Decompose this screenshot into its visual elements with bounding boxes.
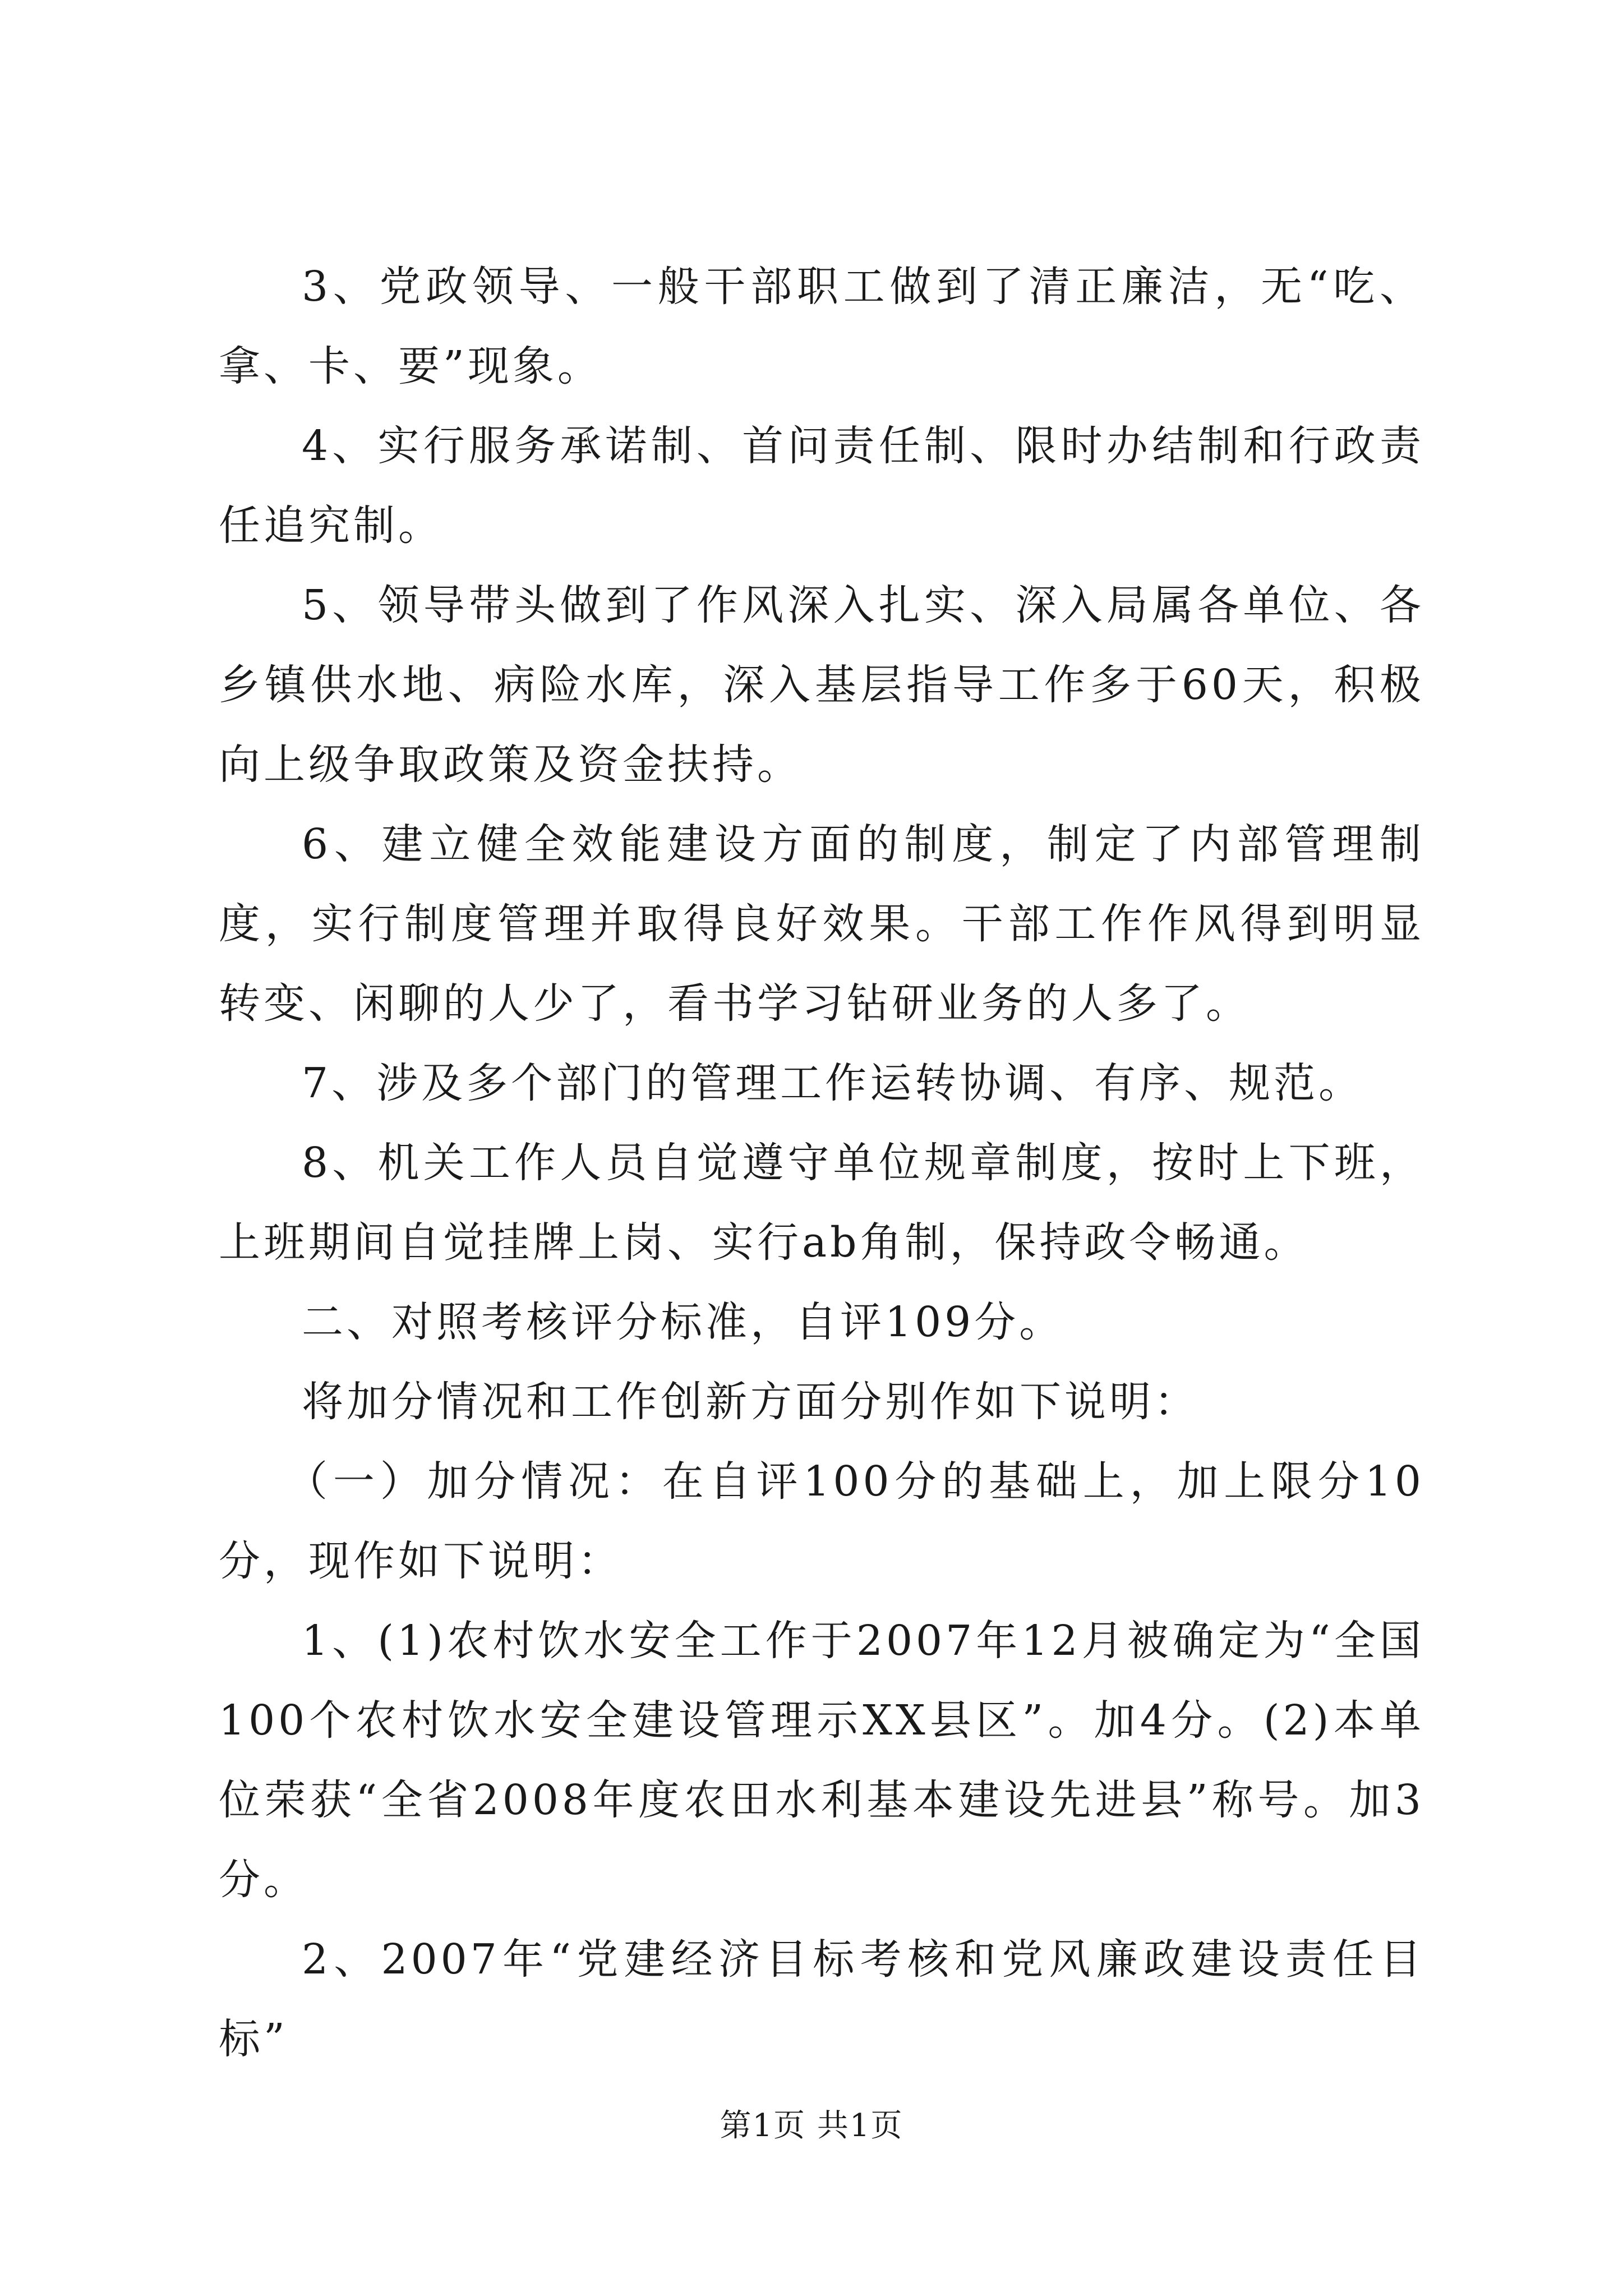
paragraph-item-7: 7、涉及多个部门的管理工作运转协调、有序、规范。 (302, 1059, 1364, 1107)
page-number-label: 第1页 共1页 (720, 2108, 903, 2144)
paragraph-item-6: 6、建立健全效能建设方面的制度，制定了内部管理制度，实行制度管理并取得良好效果。干部工作作风得到明显转变、闲聊的人少了，看书学习钻研业务的人多了。 (219, 820, 1424, 1028)
paragraph-item-8: 8、机关工作人员自觉遵守单位规章制度，按时上下班，上班期间自觉挂牌上岗、实行ab角制，保持政令畅通。 (219, 1139, 1424, 1267)
section-heading-self-score: 二、对照考核评分标准，自评109分。 (302, 1298, 1064, 1346)
paragraph-bonus-item-2: 2、2007年“党建经济目标考核和党风廉政建设责任目标” (219, 1935, 1424, 2063)
document-body (219, 247, 1424, 2079)
paragraph-item-5: 5、领导带头做到了作风深入扎实、深入局属各单位、各乡镇供水地、病险水库，深入基层指导工作多于60天，积极向上级争取政策及资金扶持。 (219, 581, 1424, 789)
paragraph-bonus-item-1: 1、(1)农村饮水安全工作于2007年12月被确定为“全国100个农村饮水安全建设管理示XX县区”。加4分。(2)本单位荣获“全省2008年度农田水利基本建设先进县”称号。加3分。 (219, 1617, 1424, 1904)
paragraph-item-3: 3、党政领导、一般干部职工做到了清正廉洁，无“吃、拿、卡、要”现象。 (219, 263, 1424, 390)
paragraph-item-4: 4、实行服务承诺制、首问责任制、限时办结制和行政责任追究制。 (219, 422, 1424, 550)
paragraph-explanation-intro: 将加分情况和工作创新方面分别作如下说明： (302, 1378, 1199, 1426)
page-footer (0, 2101, 1623, 2146)
subsection-bonus-points: （一）加分情况：在自评100分的基础上，加上限分10分，现作如下说明： (219, 1457, 1424, 1585)
